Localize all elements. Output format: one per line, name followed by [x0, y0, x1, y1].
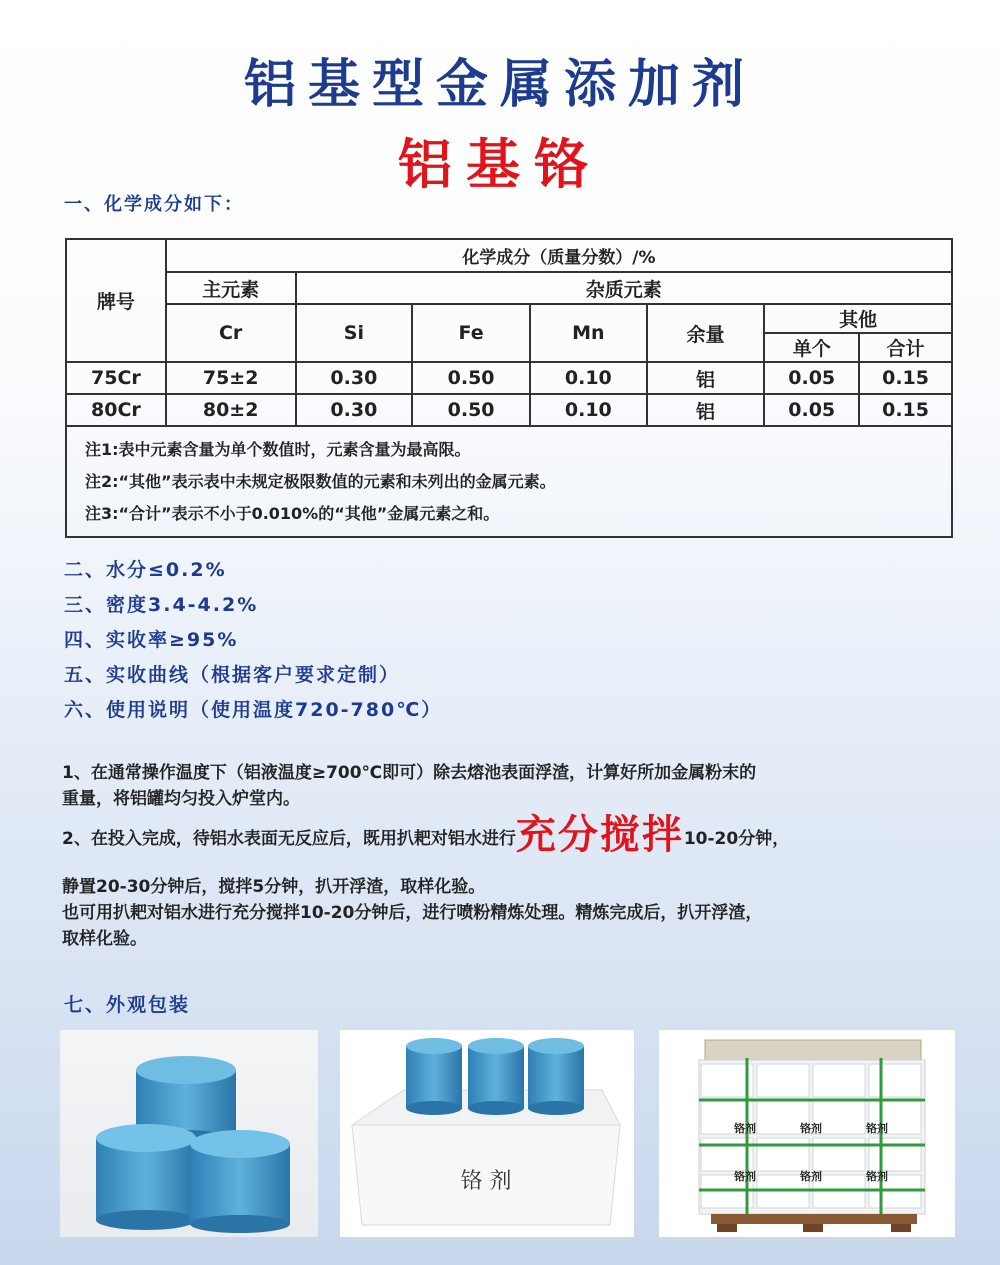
note-1: 注1:表中元素含量为单个数值时，元素含量为最高限。: [85, 439, 471, 459]
pallet-box: [757, 1138, 809, 1171]
pallet-box: [701, 1064, 753, 1097]
cell-mn: 0.10: [530, 362, 647, 394]
pallet-box: [701, 1138, 753, 1171]
header-composition: 化学成分（质量分数）/%: [166, 239, 952, 272]
pallet-label: 铬剂: [800, 1122, 822, 1135]
cell-fe: 0.50: [412, 394, 530, 426]
instruction-1-line-2: 重量，将铝罐均匀投入炉堂内。: [62, 789, 300, 809]
header-balance: 余量: [647, 304, 765, 362]
note-2: 注2:“其他”表示表中未规定极限数值的元素和未列出的金属元素。: [85, 471, 556, 491]
composition-table: [65, 238, 953, 538]
pallet-label: 铬剂: [866, 1170, 888, 1183]
pallet-box: [813, 1138, 865, 1171]
instruction-2-text: 2、在投入完成，待铝水表面无反应后，既用扒耙对铝水进行: [62, 829, 516, 849]
instruction-2: [62, 812, 790, 952]
note-3: 注3:“合计”表示不小于0.010%的“其他”金属元素之和。: [85, 503, 500, 523]
box-label: 铬 剂: [460, 1169, 512, 1194]
page-title: 铝基型金属添加剂: [243, 55, 756, 115]
instruction-1: [62, 760, 756, 812]
cell-si: 0.30: [296, 362, 413, 394]
property-moisture: 二、水分≤0.2%: [64, 559, 227, 581]
header-other: 其他: [764, 304, 952, 333]
header-si: Si: [296, 304, 413, 362]
instruction-1-line-1: 1、在通常操作温度下（铝液温度≥700℃即可）除去熔池表面浮渣，计算好所加金属粉末的: [62, 763, 757, 783]
pallet-box: [869, 1064, 921, 1097]
property-usage: 六、使用说明（使用温度720-780℃）: [64, 699, 443, 721]
header-impurity: 杂质元素: [296, 272, 953, 304]
instruction-2-line-4: 取样化验。: [62, 929, 147, 949]
cell-single: 0.05: [764, 362, 859, 394]
cell-si: 0.30: [296, 394, 413, 426]
cell-cr: 80±2: [166, 394, 296, 426]
pallet-label: 铬剂: [734, 1170, 756, 1183]
header-mn: Mn: [530, 304, 647, 362]
instruction-2-duration: 10-20分钟，: [683, 829, 790, 849]
property-recovery: 四、实收率≥95%: [64, 629, 239, 651]
cell-total: 0.15: [859, 394, 952, 426]
pallet-label: 铬剂: [734, 1122, 756, 1135]
property-density: 三、密度3.4-4.2%: [64, 594, 259, 616]
cell-balance: 铝: [647, 394, 765, 426]
pallet-label: 铬剂: [866, 1122, 888, 1135]
property-curve: 五、实收曲线（根据客户要求定制）: [64, 664, 401, 686]
instruction-2-line-3: 也可用扒耙对铝水进行充分搅拌10-20分钟后，进行喷粉精炼处理。精炼完成后，扒开浮渣，: [62, 903, 763, 923]
cell-grade: 80Cr: [66, 394, 166, 426]
emphasis-stir: 充分搅拌: [515, 812, 684, 858]
pallet-box: [757, 1064, 809, 1097]
cell-grade: 75Cr: [66, 362, 166, 394]
cell-mn: 0.10: [530, 394, 647, 426]
cell-fe: 0.50: [412, 362, 530, 394]
page-subtitle: 铝基铬: [398, 133, 602, 196]
product-pallet-photo: [659, 1030, 955, 1237]
instruction-2-line-1: [62, 812, 790, 874]
instruction-2-line-2: 静置20-30分钟后，搅拌5分钟，扒开浮渣，取样化验。: [62, 877, 486, 897]
header-single: 单个: [764, 333, 859, 362]
header-cr: Cr: [166, 304, 296, 362]
table-notes: [66, 426, 952, 537]
header-main-element: 主元素: [166, 272, 296, 304]
table-row: [66, 362, 952, 394]
section-chemical-composition: 一、化学成分如下：: [64, 194, 244, 215]
table-row: [66, 394, 952, 426]
header-total: 合计: [859, 333, 952, 362]
product-box-photo: [340, 1030, 634, 1237]
product-cylinders-photo: [60, 1030, 318, 1237]
property-list: [64, 553, 442, 728]
header-grade: 牌号: [66, 239, 166, 362]
header-fe: Fe: [412, 304, 530, 362]
cell-total: 0.15: [859, 362, 952, 394]
pallet-box: [869, 1138, 921, 1171]
cell-balance: 铝: [647, 362, 765, 394]
cell-single: 0.05: [764, 394, 859, 426]
pallet-label: 铬剂: [800, 1170, 822, 1183]
cell-cr: 75±2: [166, 362, 296, 394]
section-packaging: 七、外观包装: [64, 994, 191, 1016]
pallet-box: [813, 1064, 865, 1097]
